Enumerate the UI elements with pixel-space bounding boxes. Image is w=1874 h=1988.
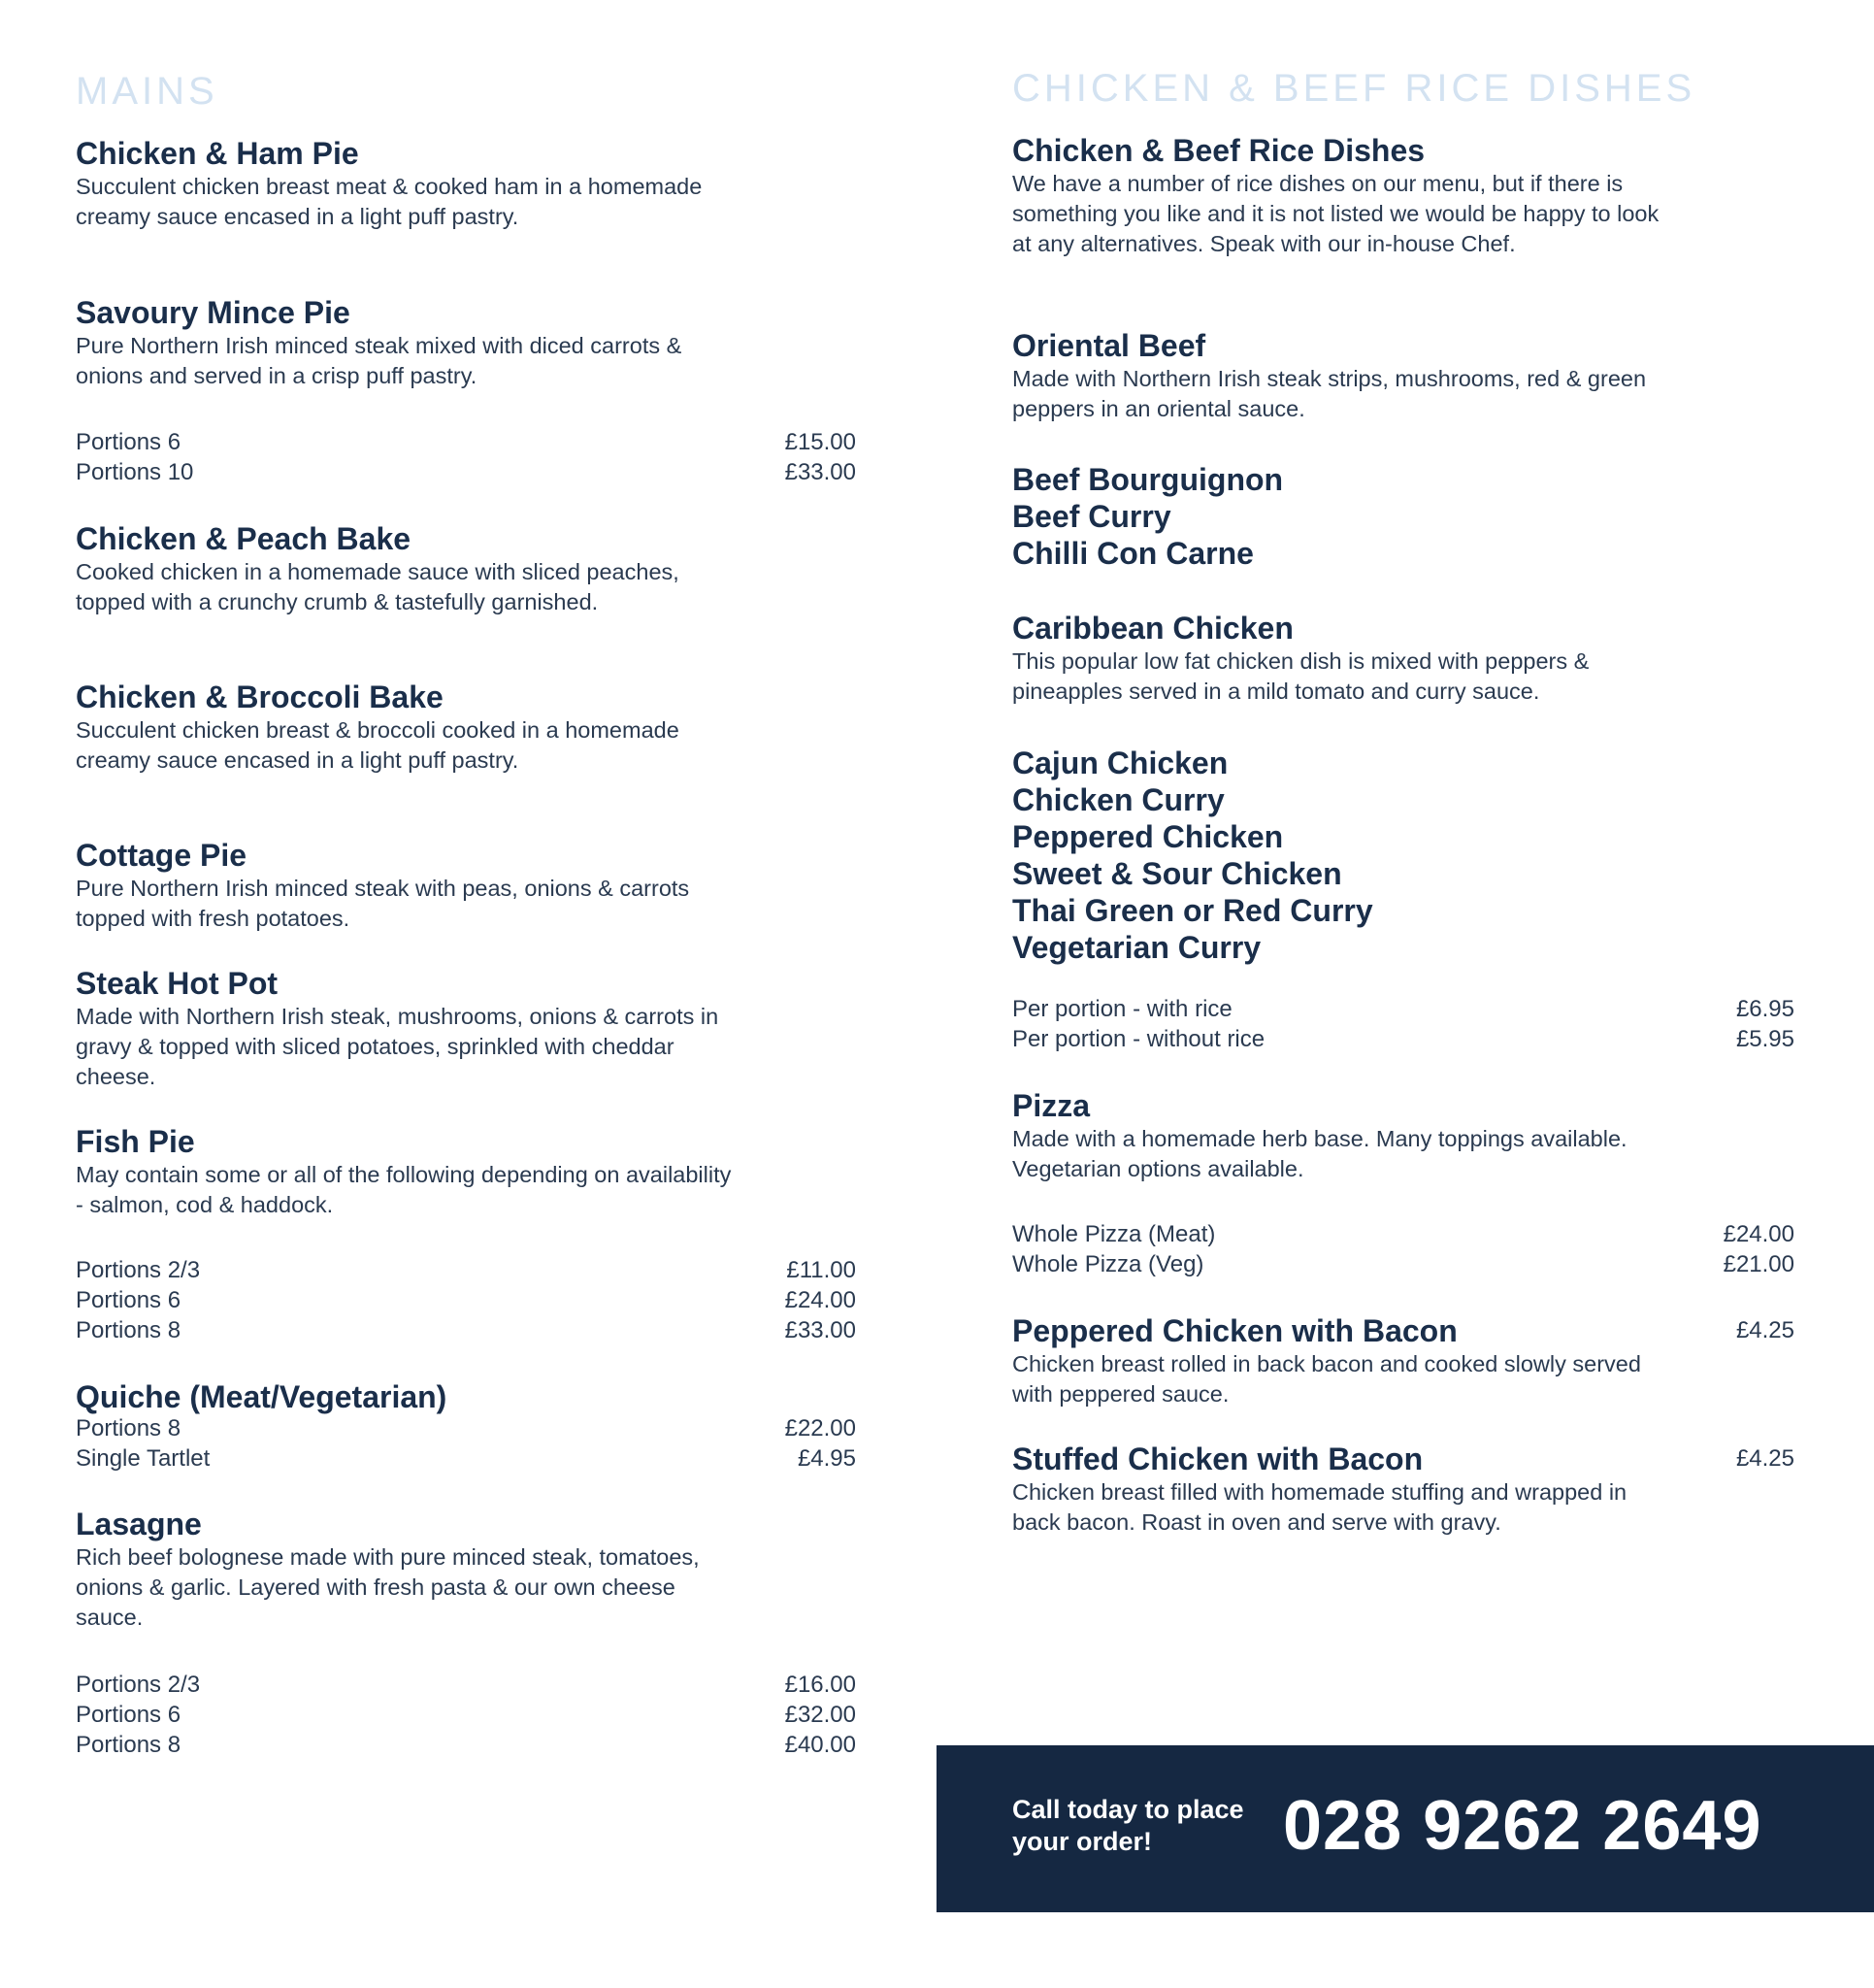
section-heading-rice-dishes: CHICKEN & BEEF RICE DISHES: [1012, 67, 1696, 110]
portion-price: £16.00: [784, 1672, 856, 1698]
price-row: [76, 457, 856, 487]
menu-item-caribbean-chicken: [1012, 610, 1794, 707]
price-row: [76, 1413, 856, 1443]
phone-number[interactable]: 028 9262 2649: [1283, 1787, 1762, 1865]
price-row: [76, 1315, 856, 1345]
item-description: Pure Northern Irish minced steak with peas, onions & carrots topped with fresh potatoes.: [76, 876, 690, 931]
item-title: Chicken & Ham Pie: [76, 136, 359, 171]
item-description: This popular low fat chicken dish is mixed with peppers & pineapples served in a mild tomato and curry sauce.: [1012, 648, 1590, 704]
item-description: Pure Northern Irish minced steak mixed with diced carrots & onions and served in a crisp puff pastry.: [76, 333, 682, 388]
menu-item-lasagne: [76, 1506, 856, 1633]
price-row: [76, 1700, 856, 1730]
price-row: [76, 1730, 856, 1760]
item-description: Succulent chicken breast meat & cooked ham in a homemade creamy sauce encased in a light puff pastry.: [76, 174, 703, 229]
item-description: Succulent chicken breast & broccoli cooked in a homemade creamy sauce encased in a light puff pastry.: [76, 717, 679, 773]
portion-price: £24.00: [784, 1287, 856, 1313]
item-price: £4.25: [1735, 1317, 1794, 1343]
portion-label: Portions 8: [76, 1415, 181, 1441]
portion-price: £33.00: [784, 459, 856, 485]
item-title: Quiche (Meat/Vegetarian): [76, 1379, 447, 1414]
item-title: Pizza: [1012, 1088, 1091, 1123]
price-row: [1012, 1024, 1794, 1054]
dish-name: Beef Bourguignon: [1012, 462, 1284, 497]
menu-item-stuffed-chicken-bacon: [1012, 1441, 1794, 1538]
portion-price: £22.00: [784, 1415, 856, 1441]
item-title: Chicken & Beef Rice Dishes: [1012, 133, 1426, 168]
portion-price: £6.95: [1735, 996, 1794, 1022]
portion-label: Single Tartlet: [76, 1445, 211, 1472]
menu-item-chicken-broccoli-bake: [76, 679, 856, 776]
price-list: [76, 427, 856, 487]
price-list: [1012, 1219, 1794, 1279]
item-price: £4.25: [1735, 1445, 1794, 1472]
menu-item-pizza: [1012, 1087, 1794, 1184]
item-title: Caribbean Chicken: [1012, 611, 1294, 646]
item-title: Fish Pie: [76, 1124, 195, 1159]
portion-label: Portions 6: [76, 1702, 181, 1728]
price-row: [1012, 1249, 1794, 1279]
menu-item-cottage-pie: [76, 837, 856, 934]
beef-dishes-group: [1012, 461, 1794, 572]
portion-price: £24.00: [1723, 1221, 1794, 1247]
item-title: Cottage Pie: [76, 838, 247, 873]
item-description: Made with Northern Irish steak strips, mushrooms, red & green peppers in an oriental sauce.: [1012, 366, 1647, 421]
item-title: Chicken & Peach Bake: [76, 521, 411, 556]
price-list: [76, 1670, 856, 1760]
menu-item-chicken-ham-pie: [76, 135, 856, 232]
portion-label: Portions 6: [76, 429, 181, 455]
portion-label: Whole Pizza (Meat): [1012, 1221, 1216, 1247]
portion-price: £15.00: [784, 429, 856, 455]
item-title: Steak Hot Pot: [76, 966, 279, 1001]
portion-price: £40.00: [784, 1732, 856, 1758]
menu-item-rice-dishes-intro: [1012, 132, 1794, 259]
dish-name: Vegetarian Curry: [1012, 930, 1262, 965]
portion-label: Portions 2/3: [76, 1257, 201, 1283]
dish-name: Beef Curry: [1012, 499, 1171, 534]
portion-label: Whole Pizza (Veg): [1012, 1251, 1204, 1277]
price-list: [76, 1255, 856, 1345]
price-row: [76, 427, 856, 457]
item-description: Chicken breast rolled in back bacon and cooked slowly served with peppered sauce.: [1012, 1351, 1641, 1407]
portion-label: Portions 8: [76, 1732, 181, 1758]
portion-price: £11.00: [786, 1257, 856, 1283]
item-description: Chicken breast filled with homemade stuffing and wrapped in back bacon. Roast in oven and serve with gravy.: [1012, 1479, 1627, 1535]
menu-item-fish-pie: [76, 1123, 856, 1220]
price-row: [1012, 994, 1794, 1024]
price-row: [76, 1255, 856, 1285]
item-description: Rich beef bolognese made with pure minced steak, tomatoes, onions & garlic. Layered with fresh pasta & our own cheese sauce.: [76, 1544, 700, 1630]
item-description: Cooked chicken in a homemade sauce with sliced peaches, topped with a crunchy crumb & tastefully garnished.: [76, 559, 679, 614]
dish-name: Peppered Chicken: [1012, 819, 1284, 854]
menu-item-savoury-mince-pie: [76, 294, 856, 391]
item-description: May contain some or all of the following depending on availability - salmon, cod & haddock.: [76, 1162, 732, 1217]
menu-item-oriental-beef: [1012, 327, 1794, 424]
price-row: [76, 1443, 856, 1474]
section-heading-mains: MAINS: [76, 70, 218, 113]
menu-item-quiche: [76, 1378, 856, 1415]
cta-text: Call today to place your order!: [1012, 1795, 1244, 1856]
dish-name: Sweet & Sour Chicken: [1012, 856, 1342, 891]
portion-label: Portions 8: [76, 1317, 181, 1343]
price-row: [76, 1670, 856, 1700]
item-title: Chicken & Broccoli Bake: [76, 679, 444, 714]
item-title: Lasagne: [76, 1507, 202, 1541]
price-row: [1012, 1219, 1794, 1249]
item-title: Stuffed Chicken with Bacon: [1012, 1441, 1424, 1476]
portion-price: £32.00: [784, 1702, 856, 1728]
price-list: [1012, 994, 1794, 1054]
menu-item-peppered-chicken-bacon: [1012, 1312, 1794, 1409]
portion-price: £4.95: [797, 1445, 856, 1472]
price-list: [76, 1413, 856, 1474]
portion-label: Portions 10: [76, 459, 194, 485]
dish-name: Cajun Chicken: [1012, 746, 1229, 780]
portion-label: Per portion - without rice: [1012, 1026, 1266, 1052]
menu-item-chicken-peach-bake: [76, 520, 856, 617]
dish-name: Thai Green or Red Curry: [1012, 893, 1373, 928]
item-title: Savoury Mince Pie: [76, 295, 350, 330]
item-description: Made with a homemade herb base. Many toppings available. Vegetarian options available.: [1012, 1126, 1627, 1181]
item-title: Peppered Chicken with Bacon: [1012, 1313, 1458, 1348]
item-title: Oriental Beef: [1012, 328, 1206, 363]
portion-price: £5.95: [1735, 1026, 1794, 1052]
portion-label: Per portion - with rice: [1012, 996, 1233, 1022]
dish-name: Chilli Con Carne: [1012, 536, 1254, 571]
item-description: Made with Northern Irish steak, mushrooms, onions & carrots in gravy & topped with sliced potatoes, sprinkled with cheddar cheese.: [76, 1004, 719, 1089]
portion-price: £21.00: [1723, 1251, 1794, 1277]
portion-label: Portions 2/3: [76, 1672, 201, 1698]
menu-item-steak-hot-pot: [76, 965, 856, 1092]
portion-label: Portions 6: [76, 1287, 181, 1313]
portion-price: £33.00: [784, 1317, 856, 1343]
chicken-dishes-group: [1012, 745, 1794, 966]
price-row: [76, 1285, 856, 1315]
dish-name: Chicken Curry: [1012, 782, 1225, 817]
call-to-action-banner: [937, 1745, 1874, 1912]
item-description: We have a number of rice dishes on our menu, but if there is something you like and it is not listed we would be happy to look at any alternatives. Speak with our in-house Chef.: [1012, 171, 1660, 256]
